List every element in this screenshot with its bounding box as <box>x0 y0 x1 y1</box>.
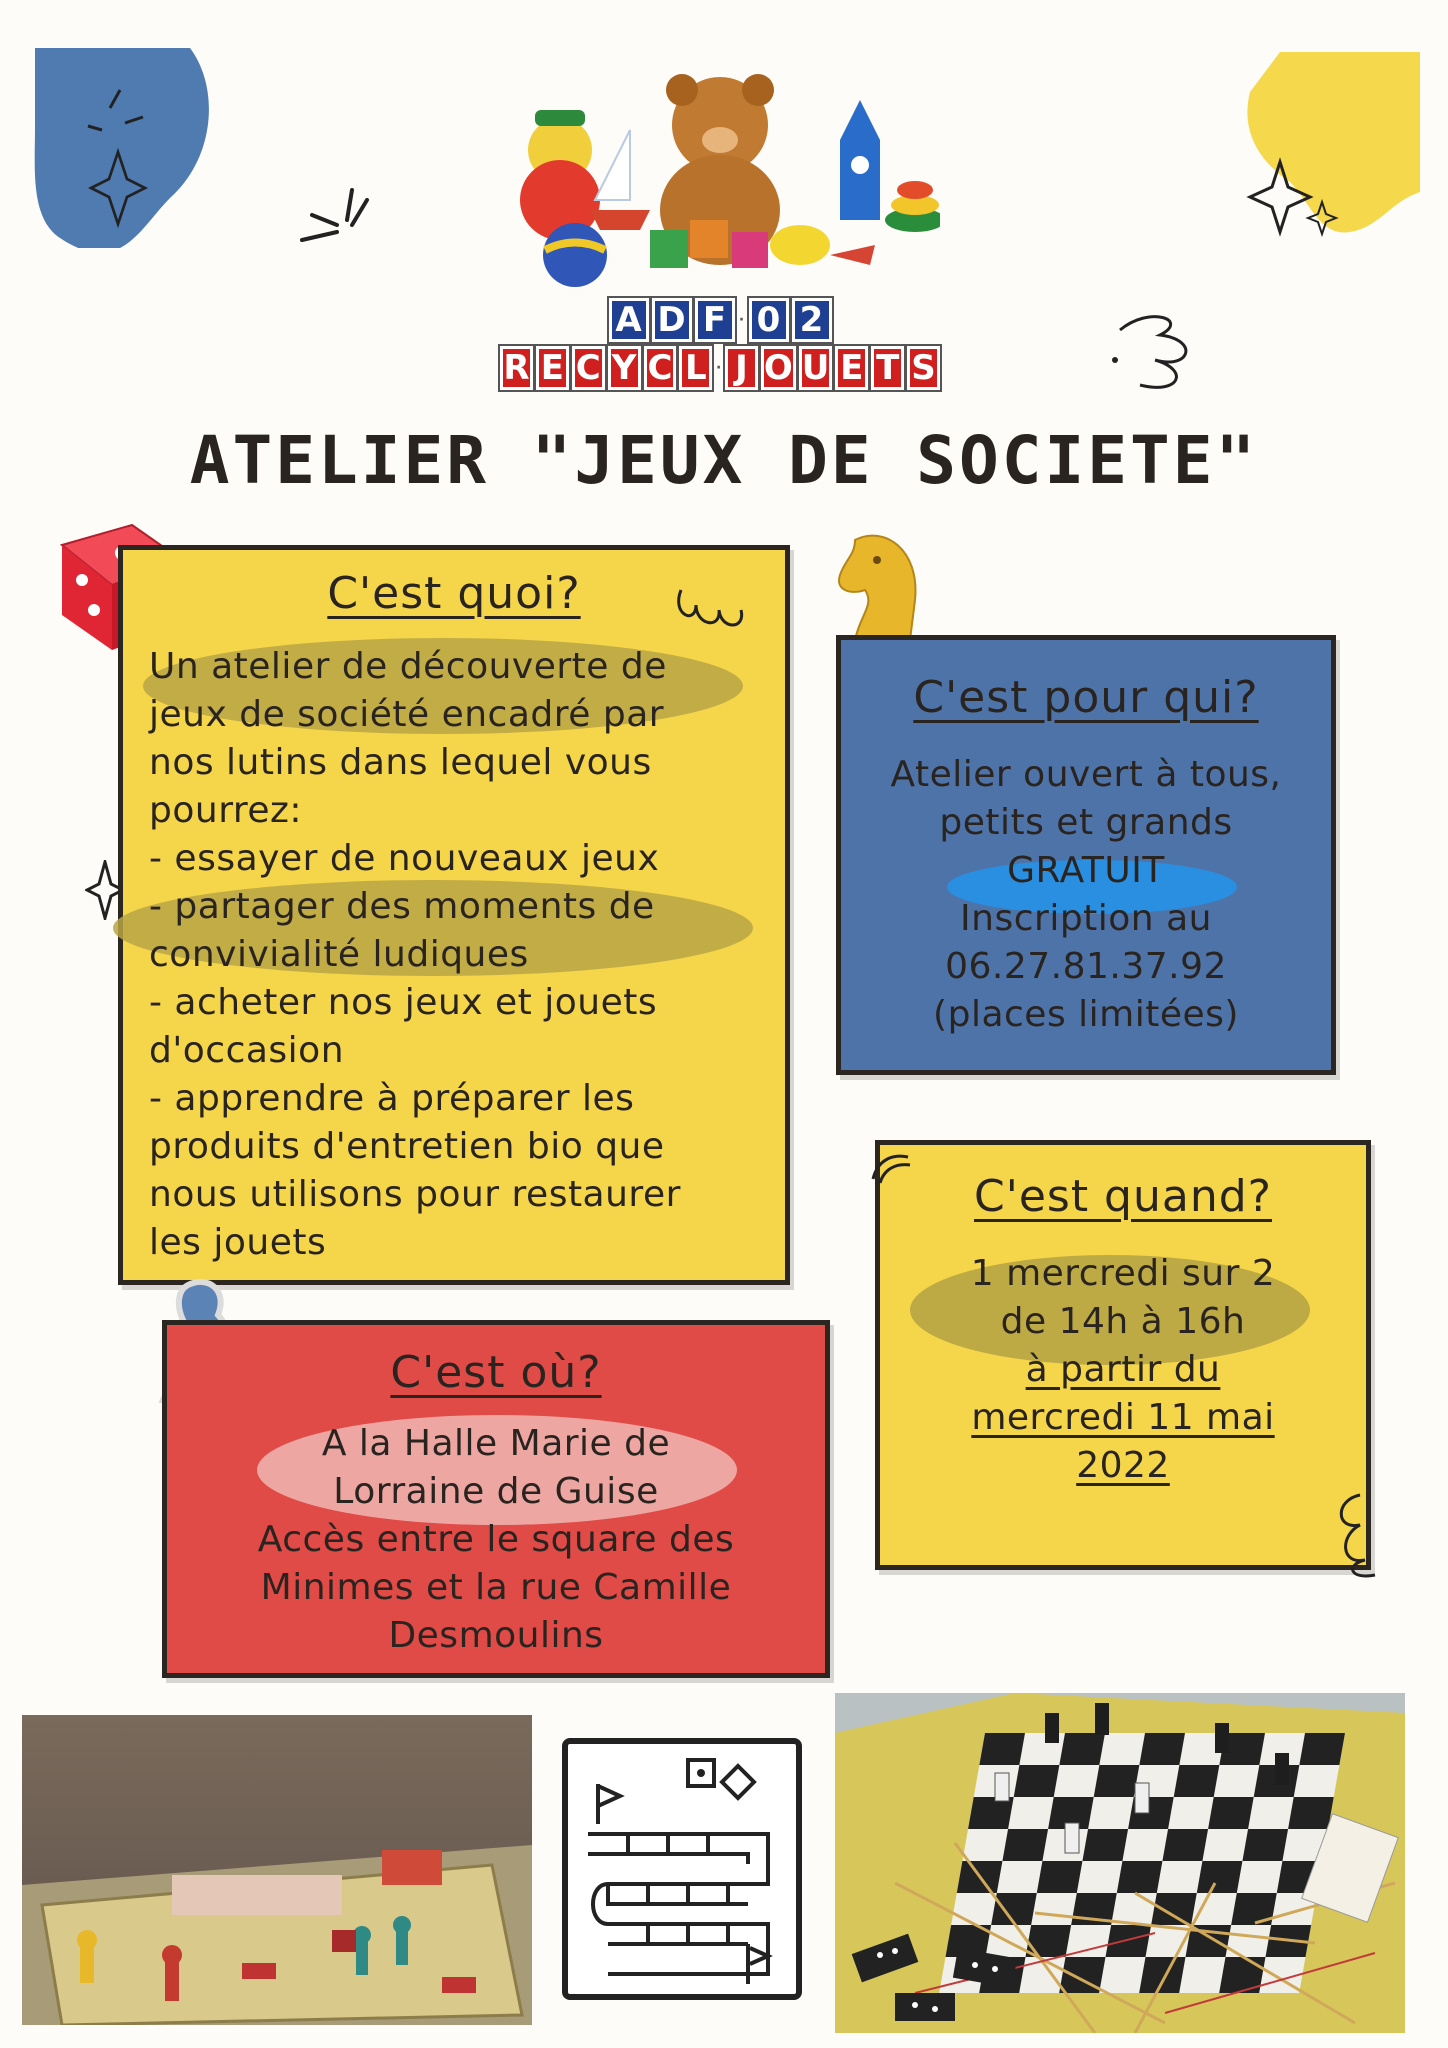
quoi-line: - partager des moments de <box>149 886 655 927</box>
logo-letter: C <box>644 346 677 390</box>
page-title: ATELIER "JEUX DE SOCIETE" <box>189 422 1259 499</box>
quoi-line: convivialité ludiques <box>149 934 529 975</box>
logo-letter: R <box>500 346 533 390</box>
logo-letter: 0 <box>749 298 789 342</box>
logo-letter: C <box>572 346 605 390</box>
board-game-illustration <box>22 1715 532 2025</box>
logo-letter: U <box>799 346 833 390</box>
logo-letter: L <box>679 346 712 390</box>
swirl-doodle <box>1100 300 1210 400</box>
pour-qui-box <box>836 635 1336 1075</box>
pour-qui-line: Inscription au <box>960 898 1212 939</box>
logo-letter: E <box>835 346 868 390</box>
logo-separator: · <box>738 312 745 328</box>
ou-line: A la Halle Marie de <box>321 1423 671 1464</box>
game-path-icon <box>568 1744 796 1994</box>
quoi-line: d'occasion <box>149 1030 345 1071</box>
quoi-line: - apprendre à préparer les <box>149 1078 635 1119</box>
pour-qui-title: C'est pour qui? <box>913 672 1259 723</box>
quand-title: C'est quand? <box>974 1171 1272 1222</box>
logo-letter: Y <box>608 346 641 390</box>
ou-title: C'est où? <box>390 1347 602 1398</box>
logo-letter: S <box>907 346 940 390</box>
logo-letter: J <box>725 346 758 390</box>
quoi-line: nous utilisons pour restaurer <box>149 1174 681 1215</box>
logo-adf-02 <box>500 298 940 342</box>
logo-letter: O <box>761 346 796 390</box>
ou-box <box>162 1320 830 1678</box>
quand-line: 1 mercredi sur 2 <box>970 1253 1276 1294</box>
sparkle-lines-doodle <box>292 180 382 260</box>
logo-letter: A <box>609 298 649 342</box>
quand-date-line: mercredi 11 mai <box>971 1397 1275 1438</box>
quoi-text <box>123 619 785 1267</box>
board-game-photo <box>22 1715 532 2025</box>
logo-letter: F <box>695 298 735 342</box>
quoi-line: les jouets <box>149 1222 327 1263</box>
ou-line: Minimes et la rue Camille <box>260 1567 732 1608</box>
yellow-blob-decoration <box>1240 52 1420 252</box>
logo-letter: 2 <box>792 298 832 342</box>
pour-qui-line: Atelier ouvert à tous, <box>890 754 1282 795</box>
quoi-line: Un atelier de découverte de <box>149 646 667 687</box>
chess-mikado-photo <box>835 1693 1405 2033</box>
ou-line: Lorraine de Guise <box>333 1471 659 1512</box>
logo-letter: D <box>652 298 692 342</box>
logo-recycl-jouets <box>500 346 940 390</box>
blue-blob-decoration <box>30 48 220 248</box>
logo <box>500 70 940 400</box>
quand-date-line: 2022 <box>1076 1445 1170 1486</box>
free-badge: GRATUIT <box>1007 850 1165 891</box>
ou-line: Desmoulins <box>388 1615 604 1656</box>
quoi-line: nos lutins dans lequel vous <box>149 742 652 783</box>
ou-line: Accès entre le square des <box>257 1519 735 1560</box>
quand-line: de 14h à 16h <box>1000 1301 1246 1342</box>
quoi-line: produits d'entretien bio que <box>149 1126 665 1167</box>
logo-letter: E <box>536 346 569 390</box>
quand-box <box>875 1140 1371 1570</box>
pour-qui-text <box>841 751 1331 1039</box>
quoi-line: - acheter nos jeux et jouets <box>149 982 658 1023</box>
quoi-line: - essayer de nouveaux jeux <box>149 838 660 879</box>
logo-separator: · <box>715 360 722 376</box>
phone-number: 06.27.81.37.92 <box>945 946 1227 987</box>
curl-doodle <box>1315 1490 1395 1580</box>
quoi-line: pourrez: <box>149 790 303 831</box>
quand-date-line: à partir du <box>1025 1349 1221 1390</box>
quoi-box <box>118 545 790 1285</box>
ou-text <box>167 1420 825 1660</box>
logo-letter: T <box>871 346 904 390</box>
quoi-title: C'est quoi? <box>327 568 581 619</box>
pour-qui-line: (places limitées) <box>933 994 1239 1035</box>
chess-illustration <box>835 1693 1405 2033</box>
quand-text <box>880 1250 1366 1490</box>
toys-illustration <box>500 70 940 290</box>
board-game-icon <box>562 1738 802 2000</box>
quoi-line: jeux de société encadré par <box>149 694 665 735</box>
pour-qui-line: petits et grands <box>939 802 1233 843</box>
